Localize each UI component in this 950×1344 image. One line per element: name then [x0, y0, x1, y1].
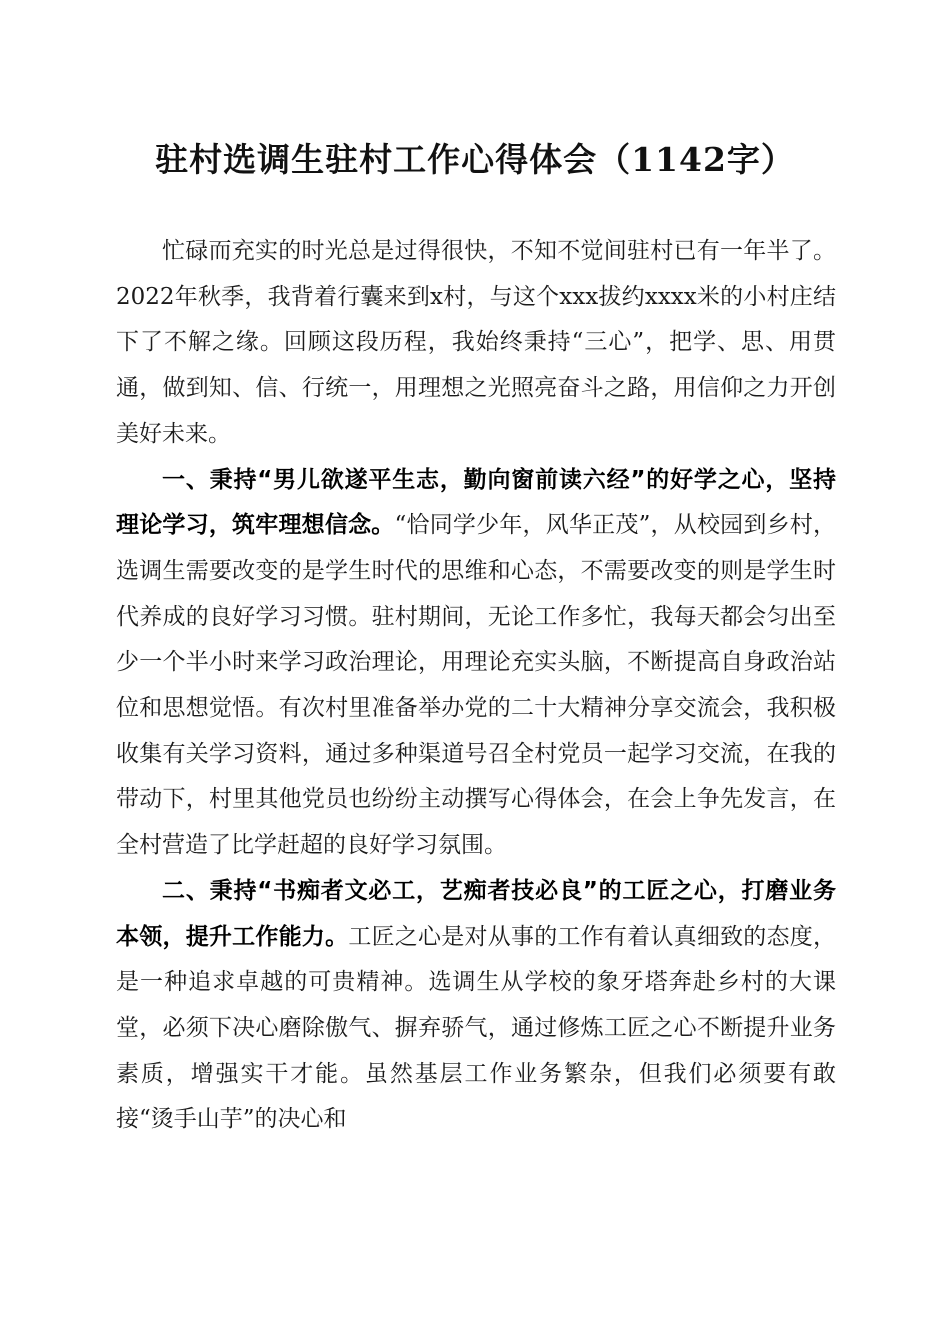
section-2-paragraph — [116, 869, 836, 1143]
document-title: 驻村选调生驻村工作心得体会（1142字） — [155, 140, 795, 179]
section-1-paragraph — [116, 458, 836, 869]
section-1-heading: 一、秉持“男儿欲遂平生志，勤向窗前读六经”的好学之心，坚持理论学习，筑牢理想信念。 — [116, 466, 836, 539]
intro-paragraph: 忙碌而充实的时光总是过得很快，不知不觉间驻村已有一年半了。2022年秋季，我背着行囊来到x村，与这个xxx拔约xxxx米的小村庄结下了不解之缘。回顾这段历程，我始终秉持“三心”，把学、思、用贯通，做到知、信、行统一，用理想之光照亮奋斗之路，用信仰之力开创美好未来。 — [116, 238, 836, 447]
section-2-heading: 二、秉持“书痴者文必工，艺痴者技必良”的工匠之心，打磨业务本领，提升工作能力。 — [116, 877, 836, 950]
document-body — [116, 229, 836, 1143]
section-2-body: 工匠之心是对从事的工作有着认真细致的态度，是一种追求卓越的可贵精神。选调生从学校的象牙塔奔赴乡村的大课堂，必须下决心磨除傲气、摒弃骄气，通过修炼工匠之心不断提升业务素质，增强实干才能。虽然基层工作业务繁杂，但我们必须要有敢接“烫手山芋”的决心和 — [116, 923, 837, 1133]
section-1-body: “恰同学少年，风华正茂”，从校园到乡村，选调生需要改变的是学生时代的思维和心态，不需要改变的则是学生时代养成的良好学习习惯。驻村期间，无论工作多忙，我每天都会匀出至少一个半小时来学习政治理论，用理论充实头脑，不断提高自身政治站位和思想觉悟。有次村里准备举办党的二十大精神分享交流会，我积极收集有关学习资料，通过多种渠道号召全村党员一起学习交流，在我的带动下，村里其他党员也纷纷主动撰写心得体会，在会上争先发言，在全村营造了比学赶超的良好学习氛围。 — [116, 512, 836, 859]
